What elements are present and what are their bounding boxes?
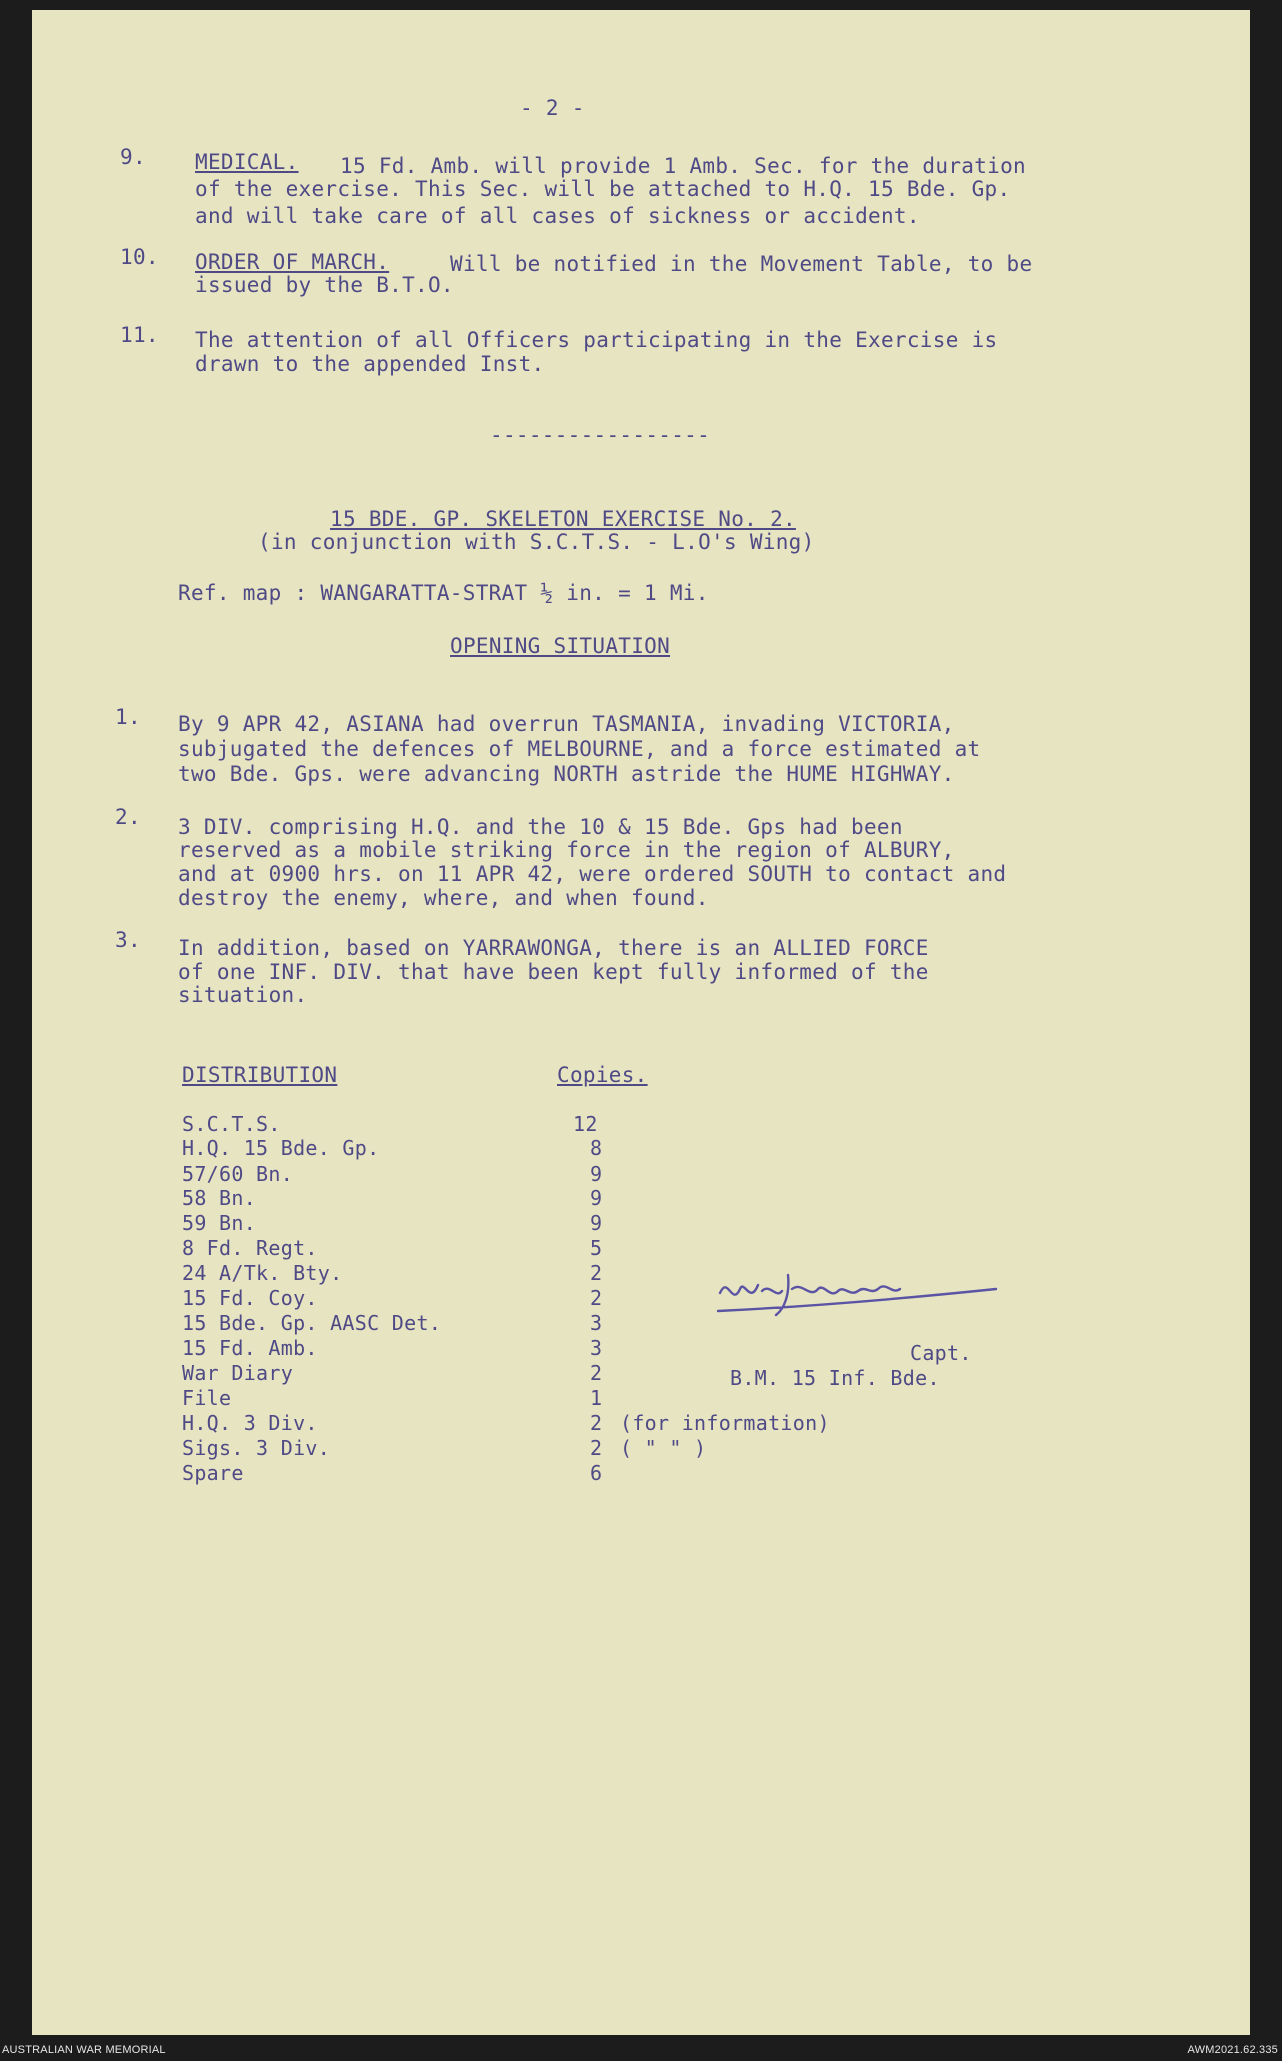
distribution-unit: 15 Fd. Amb. xyxy=(182,1336,318,1360)
paragraph-heading: ORDER OF MARCH. xyxy=(195,250,390,274)
paragraph-line: and will take care of all cases of sickness or accident. xyxy=(195,204,920,228)
paragraph-line: of the exercise. This Sec. will be attached to H.Q. 15 Bde. Gp. xyxy=(195,177,1011,201)
distribution-copies: 12 xyxy=(573,1112,598,1136)
paragraph-number: 9. xyxy=(120,145,146,169)
situation-line: reserved as a mobile striking force in the region of ALBURY, xyxy=(178,838,955,862)
distribution-copies: 1 xyxy=(590,1386,603,1410)
distribution-unit: 59 Bn. xyxy=(182,1211,257,1235)
distribution-unit: Sigs. 3 Div. xyxy=(182,1436,331,1460)
distribution-note: (for information) xyxy=(620,1411,830,1435)
distribution-copies: 3 xyxy=(590,1311,603,1335)
copies-heading: Copies. xyxy=(557,1063,648,1087)
distribution-copies: 8 xyxy=(590,1136,603,1160)
exercise-subtitle: (in conjunction with S.C.T.S. - L.O's Wing) xyxy=(258,530,815,554)
situation-number: 2. xyxy=(115,805,141,829)
distribution-unit: 57/60 Bn. xyxy=(182,1162,294,1186)
distribution-unit: 15 Fd. Coy. xyxy=(182,1286,318,1310)
distribution-unit: 8 Fd. Regt. xyxy=(182,1236,318,1260)
distribution-unit: H.Q. 15 Bde. Gp. xyxy=(182,1136,380,1160)
distribution-copies: 2 xyxy=(590,1436,603,1460)
situation-line: situation. xyxy=(178,983,308,1007)
distribution-copies: 9 xyxy=(590,1162,603,1186)
reference-map: Ref. map : WANGARATTA-STRAT ½ in. = 1 Mi. xyxy=(178,581,709,605)
distribution-copies: 9 xyxy=(590,1211,603,1235)
paragraph-line: Will be notified in the Movement Table, to be xyxy=(450,252,1033,276)
distribution-copies: 9 xyxy=(590,1186,603,1210)
situation-line: and at 0900 hrs. on 11 APR 42, were ordered SOUTH to contact and xyxy=(178,862,1007,886)
paragraph-line: drawn to the appended Inst. xyxy=(195,352,545,376)
distribution-unit: 58 Bn. xyxy=(182,1186,257,1210)
situation-line: In addition, based on YARRAWONGA, there is an ALLIED FORCE xyxy=(178,936,929,960)
distribution-unit: H.Q. 3 Div. xyxy=(182,1411,318,1435)
distribution-copies: 2 xyxy=(590,1261,603,1285)
distribution-note: ( " " ) xyxy=(620,1436,707,1460)
document-page xyxy=(32,10,1250,2035)
exercise-title: 15 BDE. GP. SKELETON EXERCISE No. 2. xyxy=(330,507,796,531)
signatory-appointment: B.M. 15 Inf. Bde. xyxy=(730,1366,940,1390)
signatory-rank: Capt. xyxy=(910,1341,972,1365)
situation-line: two Bde. Gps. were advancing NORTH astride the HUME HIGHWAY. xyxy=(178,762,955,786)
distribution-copies: 5 xyxy=(590,1236,603,1260)
paragraph-line: The attention of all Officers participating in the Exercise is xyxy=(195,328,998,352)
handwritten-signature xyxy=(710,1255,1010,1335)
situation-line: By 9 APR 42, ASIANA had overrun TASMANIA, invading VICTORIA, xyxy=(178,712,955,736)
distribution-unit: War Diary xyxy=(182,1361,294,1385)
section-divider: ----------------- xyxy=(490,423,711,447)
distribution-unit: 15 Bde. Gp. AASC Det. xyxy=(182,1311,442,1335)
paragraph-number: 11. xyxy=(120,323,159,347)
paragraph-line: issued by the B.T.O. xyxy=(195,273,454,297)
situation-line: 3 DIV. comprising H.Q. and the 10 & 15 Bde. Gps had been xyxy=(178,815,903,839)
distribution-unit: Spare xyxy=(182,1461,244,1485)
distribution-unit: 24 A/Tk. Bty. xyxy=(182,1261,343,1285)
archive-footer-right: AWM2021.62.335 xyxy=(1187,2044,1278,2056)
page-number: - 2 - xyxy=(520,96,585,120)
distribution-copies: 2 xyxy=(590,1286,603,1310)
paragraph-number: 10. xyxy=(120,245,159,269)
distribution-copies: 2 xyxy=(590,1411,603,1435)
archive-footer-left: AUSTRALIAN WAR MEMORIAL xyxy=(2,2044,166,2056)
situation-line: subjugated the defences of MELBOURNE, and a force estimated at xyxy=(178,737,981,761)
distribution-heading: DISTRIBUTION xyxy=(182,1063,338,1087)
paragraph-heading: MEDICAL. xyxy=(195,150,299,174)
distribution-copies: 2 xyxy=(590,1361,603,1385)
opening-situation-heading: OPENING SITUATION xyxy=(450,634,671,658)
distribution-copies: 6 xyxy=(590,1461,603,1485)
situation-line: of one INF. DIV. that have been kept fully informed of the xyxy=(178,960,929,984)
situation-number: 3. xyxy=(115,928,141,952)
situation-number: 1. xyxy=(115,705,141,729)
distribution-copies: 3 xyxy=(590,1336,603,1360)
distribution-unit: S.C.T.S. xyxy=(182,1112,281,1136)
paragraph-line: 15 Fd. Amb. will provide 1 Amb. Sec. for the duration xyxy=(340,154,1026,178)
situation-line: destroy the enemy, where, and when found. xyxy=(178,886,709,910)
distribution-unit: File xyxy=(182,1386,232,1410)
